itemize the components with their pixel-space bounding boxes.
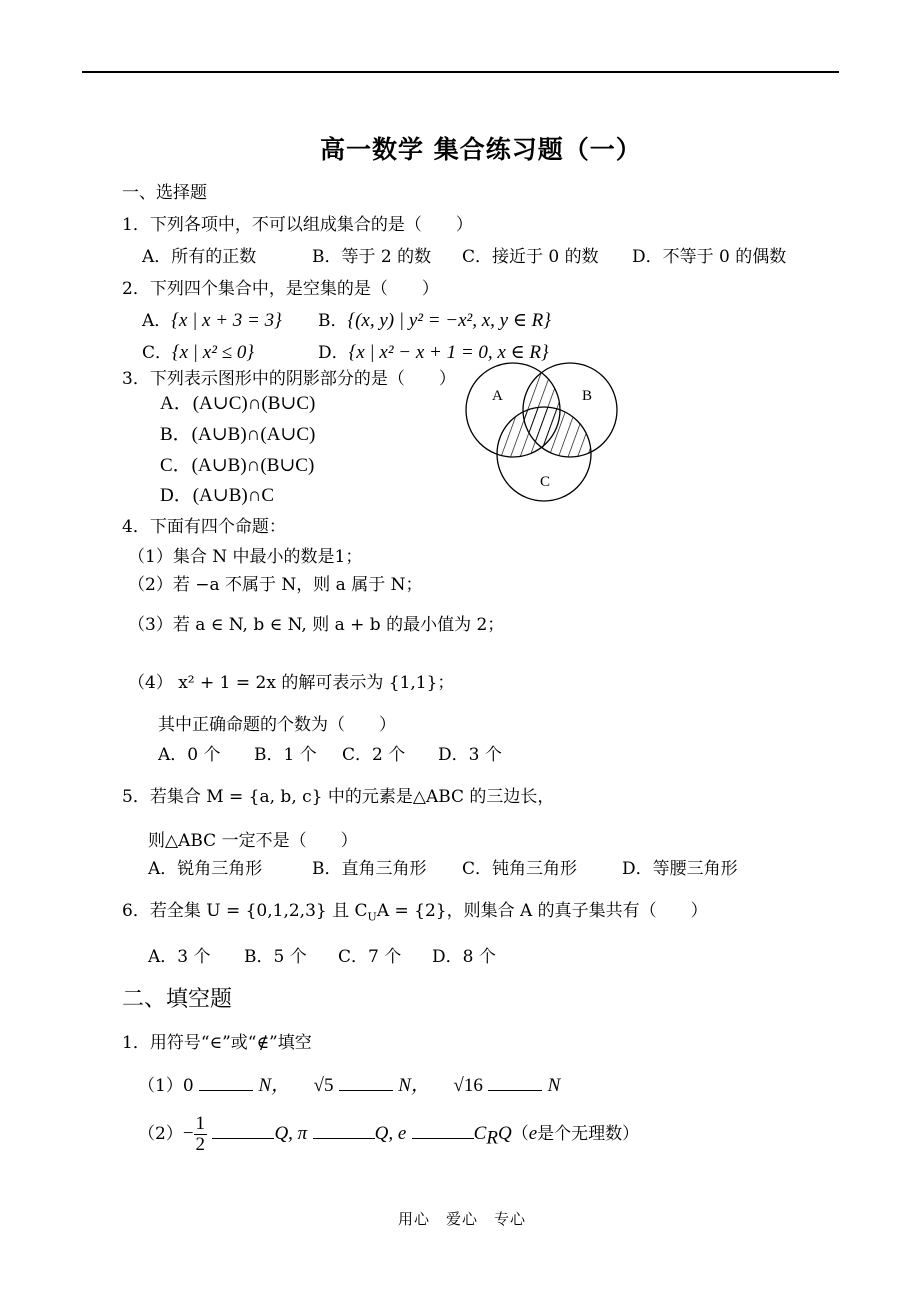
q4-option-c: C．2 个 — [342, 745, 406, 765]
q5-option-d: D．等腰三角形 — [622, 859, 738, 879]
q2-option-c — [142, 338, 254, 364]
q2-option-a — [142, 306, 282, 332]
fill-row1-prefix: （1）0 — [138, 1076, 194, 1096]
q2-option-d-set: {x | x² − x + 1 = 0, x ∈ R} — [348, 342, 549, 363]
q2-option-b-set: {(x, y) | y² = −x², x, y ∈ R} — [347, 310, 551, 331]
q4-proposition-2: （2）若 −a 不属于 N，则 a 属于 N； — [128, 575, 423, 595]
q5-option-a: A．锐角三角形 — [148, 859, 263, 879]
fill-1-stem: 1．用符号“∈”或“∉”填空 — [122, 1033, 312, 1053]
q5-option-c: C．钝角三角形 — [462, 859, 578, 879]
fill-row1-sqrt16: √16 — [453, 1075, 483, 1096]
fill-blank-5[interactable] — [313, 1138, 375, 1139]
fill-row2-e: e — [528, 1123, 538, 1144]
page-title: 高一数学 集合练习题（一） — [320, 135, 642, 164]
q2-option-b-label: B． — [318, 311, 348, 331]
question-4-stem: 4．下面有四个命题： — [122, 517, 286, 537]
q3-option-c: C．(A∪B)∩(B∪C) — [160, 455, 315, 476]
q6-option-c: C．7 个 — [338, 947, 402, 967]
question-3-stem: 3．下列表示图形中的阴影部分的是（ ） — [122, 369, 456, 389]
q5-option-b: B．直角三角形 — [312, 859, 427, 879]
q6-stem-sub: U — [367, 910, 377, 924]
q4-proposition-3: （3）若 a ∈ N, b ∈ N, 则 a + b 的最小值为 2； — [128, 615, 505, 635]
fill-row1-n3: N — [547, 1075, 561, 1096]
venn-label-a: A — [492, 388, 503, 404]
q3-option-b: B．(A∪B)∩(A∪C) — [160, 424, 316, 445]
fill-blank-1[interactable] — [199, 1090, 253, 1091]
fill-blank-4[interactable] — [212, 1138, 274, 1139]
fraction-numerator: 1 — [195, 1113, 206, 1134]
q6-option-b: B．5 个 — [244, 947, 307, 967]
q4-proposition-1: （1）集合 N 中最小的数是1； — [128, 547, 363, 567]
fill-row2-neg: − — [182, 1123, 194, 1144]
fill-row2-c: C — [473, 1123, 487, 1144]
q6-option-d: D．8 个 — [432, 947, 496, 967]
fill-row2-fraction — [194, 1114, 208, 1155]
q2-option-c-label: C． — [142, 343, 173, 363]
q2-option-a-label: A． — [142, 311, 172, 331]
question-2-stem: 2．下列四个集合中，是空集的是（ ） — [122, 279, 439, 299]
q1-option-a: A．所有的正数 — [142, 247, 257, 267]
question-6-stem — [122, 896, 708, 923]
q4-option-b: B．1 个 — [254, 745, 317, 765]
venn-diagram — [460, 358, 620, 510]
fill-blank-3[interactable] — [488, 1090, 542, 1091]
q2-option-d-label: D． — [318, 343, 349, 363]
fill-row2-c-sub: R — [486, 1127, 498, 1149]
q6-option-a: A．3 个 — [148, 947, 211, 967]
section-heading-fill: 二、填空题 — [122, 987, 233, 1012]
header-rule — [82, 71, 839, 73]
q2-option-c-set: {x | x² ≤ 0} — [172, 342, 254, 363]
section-heading-choice: 一、选择题 — [122, 183, 207, 203]
fill-row2-paren: （ — [511, 1124, 529, 1144]
q1-option-b: B．等于 2 的数 — [312, 247, 432, 267]
fill-row1-sqrt5: √5 — [313, 1075, 334, 1096]
q1-option-d: D．不等于 0 的偶数 — [632, 247, 787, 267]
q2-option-b — [318, 306, 551, 332]
fill-row2-q-e: Q, e — [374, 1123, 407, 1144]
fill-blank-2[interactable] — [339, 1090, 393, 1091]
fill-row2-prefix: （2） — [138, 1124, 183, 1144]
q6-stem-tail: A = {2}，则集合 A 的真子集共有（ ） — [376, 901, 708, 921]
fill-blank-6[interactable] — [412, 1138, 474, 1139]
q4-option-a: A．0 个 — [158, 745, 221, 765]
fill-1-row-1 — [138, 1070, 560, 1097]
venn-label-b: B — [582, 388, 593, 404]
q3-option-a: A．(A∪C)∩(B∪C) — [160, 393, 316, 414]
q5-ask: 则△ABC 一定不是（ ） — [148, 831, 358, 851]
fraction-denominator: 2 — [195, 1134, 206, 1155]
venn-label-c: C — [540, 474, 551, 490]
fill-row2-q: Q — [497, 1123, 512, 1144]
q4-proposition-4: （4） x² + 1 = 2x 的解可表示为 {1,1}； — [128, 673, 455, 693]
fill-row1-n2: N， — [398, 1075, 430, 1096]
q1-option-c: C．接近于 0 的数 — [462, 247, 599, 267]
question-5-stem: 5．若集合 M = {a, b, c} 中的元素是△ABC 的三边长， — [122, 787, 555, 807]
fill-row2-note: 是个无理数） — [537, 1124, 640, 1144]
fill-row2-q-pi: Q, π — [274, 1123, 308, 1144]
fill-1-row-2 — [138, 1114, 639, 1155]
question-1-stem: 1．下列各项中，不可以组成集合的是（ ） — [122, 215, 473, 235]
q4-option-d: D．3 个 — [438, 745, 502, 765]
q3-option-d: D．(A∪B)∩C — [160, 485, 275, 506]
q4-ask: 其中正确命题的个数为（ ） — [158, 715, 396, 735]
q2-option-a-set: {x | x + 3 = 3} — [171, 310, 282, 331]
page-footer: 用心 爱心 专心 — [398, 1210, 527, 1228]
q6-stem-head: 6．若全集 U = {0,1,2,3} 且 C — [122, 901, 368, 921]
fill-row1-n1: N， — [258, 1075, 291, 1096]
